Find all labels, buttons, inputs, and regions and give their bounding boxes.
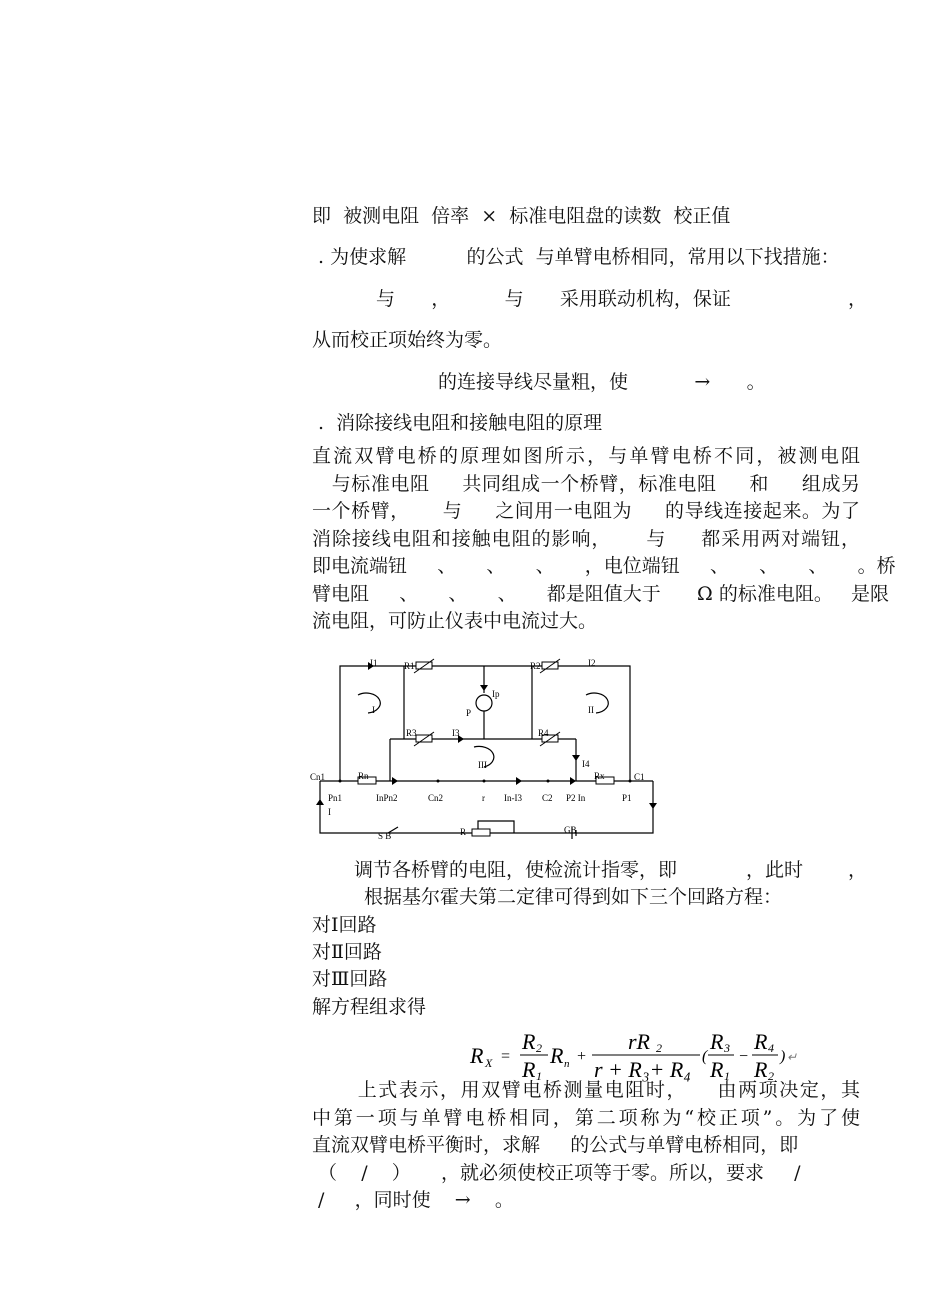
- node-dot-4: [547, 780, 550, 783]
- loop-i-arrow: [358, 693, 380, 713]
- label-r1: R1: [404, 661, 415, 671]
- formula-f4-num: R: [754, 1029, 768, 1054]
- label-loop-i: I: [372, 705, 375, 715]
- label-r3: R3: [406, 728, 417, 738]
- formula-f1-num: R: [522, 1029, 536, 1054]
- formula-plus: +: [576, 1048, 587, 1065]
- loop-ii-label: 对Ⅱ回路: [312, 941, 382, 963]
- label-i3: I3: [452, 728, 460, 738]
- arrow-ip: [480, 685, 488, 691]
- label-cn1: Cn1: [310, 772, 326, 782]
- formula-rn: R: [550, 1043, 564, 1068]
- text-line-7b: ，此时: [746, 859, 804, 881]
- label-r4: R4: [538, 728, 549, 738]
- p2-line-5: / ，同时使 → 。: [312, 1189, 514, 1211]
- label-i1: I1: [370, 658, 378, 668]
- formula-f1-den-sub: 1: [536, 1069, 542, 1083]
- formula-rparen: ): [780, 1048, 786, 1065]
- label-i2: I2: [588, 658, 596, 668]
- wire-top-right: [532, 666, 630, 781]
- formula-f3-den: R: [710, 1057, 724, 1082]
- conclusion-paragraph: [312, 1077, 860, 1215]
- arrow-i-up: [316, 799, 324, 805]
- principle-paragraph: [312, 443, 896, 636]
- text-line-8: 根据基尔霍夫第二定律可得到如下三个回路方程：: [364, 886, 783, 908]
- label-in-i3: In-I3: [504, 793, 522, 803]
- formula-rn-sub: n: [564, 1058, 570, 1070]
- p2-line-1: 上式表示，用双臂电桥测量电阻时， 由两项决定，其: [312, 1079, 860, 1101]
- label-i4: I4: [582, 759, 590, 769]
- node-dot-1: [339, 780, 342, 783]
- p2-line-2: 中第一项与单臂电桥相同，第二项称为“校正项”。为了使: [312, 1106, 860, 1129]
- formula-eq: =: [500, 1048, 511, 1065]
- text-line-4: 从而校正项始终为零。: [312, 329, 503, 351]
- p2-line-4: （ / ） ，就必须使校正项等于零。所以，要求 /: [312, 1161, 801, 1184]
- p1-line-4: 消除接线电阻和接触电阻的影响， 与 都采用两对端钮，: [312, 527, 860, 550]
- p1-line-1: 直流双臂电桥的原理如图所示，与单臂电桥不同，被测电阻: [312, 445, 860, 467]
- label-loop-iii: III: [478, 760, 487, 770]
- label-i-supply: I: [328, 807, 331, 817]
- label-c1: C1: [634, 772, 645, 782]
- label-rn: Rn: [358, 771, 369, 781]
- label-sb: S B: [378, 831, 392, 841]
- formula-f3-den-sub: 1: [724, 1069, 730, 1083]
- label-cn2: Cn2: [428, 793, 444, 803]
- text-line-3b: ，: [848, 288, 868, 310]
- double-bridge-circuit-diagram: [308, 655, 668, 850]
- formula-f1-num-sub: 2: [536, 1041, 542, 1055]
- formula-f1-den: R: [522, 1057, 536, 1082]
- p2-line-3: 直流双臂电桥平衡时，求解 的公式与单臂电桥相同，即: [312, 1134, 799, 1156]
- formula-f4-num-sub: 4: [768, 1041, 774, 1055]
- node-dot-5: [629, 780, 632, 783]
- formula-lhs-sub: X: [485, 1056, 493, 1070]
- formula-f4-den-sub: 2: [768, 1069, 774, 1083]
- loop-iii-label: 对Ⅲ回路: [312, 968, 388, 990]
- text-line-7c: ，: [848, 859, 868, 881]
- arrow-main-2: [516, 777, 522, 785]
- wire-top-left: [340, 666, 404, 781]
- formula-f2-num-sub: 2: [656, 1041, 662, 1055]
- arrow-right-down: [649, 803, 657, 809]
- label-gb: GB: [564, 825, 577, 835]
- text-line-3a: 与 ， 与 采用联动机构，保证: [376, 288, 731, 310]
- label-p1: P1: [622, 793, 632, 803]
- p1-line-5: 即电流端钮 、 、 、 ，电位端钮 、 、 、 。桥: [312, 555, 896, 577]
- p1-line-2: 与标准电阻 共同组成一个桥臂，标准电阻 和 组成另: [312, 472, 860, 495]
- p1-line-6: 臂电阻 、 、 、 都是阻值大于 Ω 的标准电阻。 是限: [312, 582, 889, 605]
- label-p: P: [466, 708, 472, 718]
- node-dot-3: [483, 780, 486, 783]
- formula-f4-den: R: [754, 1057, 768, 1082]
- arrow-i4: [572, 755, 580, 761]
- formula-f3-num-sub: 3: [724, 1041, 730, 1055]
- wire-supply-loop: [320, 781, 653, 833]
- solve-label: 解方程组求得: [312, 996, 427, 1018]
- label-inpn2: InPn2: [376, 793, 398, 803]
- formula-f3-num: R: [710, 1029, 724, 1054]
- formula-lparen: (: [702, 1048, 708, 1065]
- text-line-2: . 为使求解 的公式 与单臂电桥相同，常用以下找措施：: [312, 246, 840, 268]
- label-loop-ii: II: [588, 705, 594, 715]
- p1-line-3: 一个桥臂， 与 之间用一电阻为 的导线连接起来。为了: [312, 500, 860, 522]
- formula-f2-den: r + R₃+ R₄: [594, 1057, 691, 1082]
- galvanometer-p: [476, 695, 492, 711]
- label-pn1: Pn1: [328, 793, 343, 803]
- arrow-main-3: [570, 777, 576, 785]
- label-r-wire: r: [482, 793, 485, 803]
- label-rx: Rx: [594, 771, 605, 781]
- text-line-7a: 调节各桥臂的电阻，使检流计指零，即: [354, 859, 678, 881]
- label-ip: Ip: [492, 689, 500, 699]
- formula-f2-num: rR: [628, 1029, 650, 1054]
- formula-minus: −: [738, 1048, 749, 1065]
- label-rheostat: R: [460, 827, 467, 837]
- label-r2: R2: [530, 661, 541, 671]
- label-c2: C2: [542, 793, 553, 803]
- text-line-5: 的连接导线尽量粗，使 → 。: [438, 371, 766, 393]
- arrow-main-1: [392, 777, 398, 785]
- p1-line-7: 流电阻，可防止仪表中电流过大。: [312, 610, 598, 632]
- resistor-r: [472, 829, 490, 836]
- text-line-1: 即 被测电阻 倍率 × 标准电阻盘的读数 校正值: [312, 205, 731, 227]
- label-p2-in: P2 In: [566, 793, 586, 803]
- loop-i-label: 对Ⅰ回路: [312, 914, 377, 936]
- formula-return-mark: ↵: [787, 1050, 798, 1064]
- node-dot-2: [437, 780, 440, 783]
- formula-lhs: R: [470, 1043, 484, 1068]
- section-heading: . 消除接线电阻和接触电阻的原理: [312, 412, 603, 434]
